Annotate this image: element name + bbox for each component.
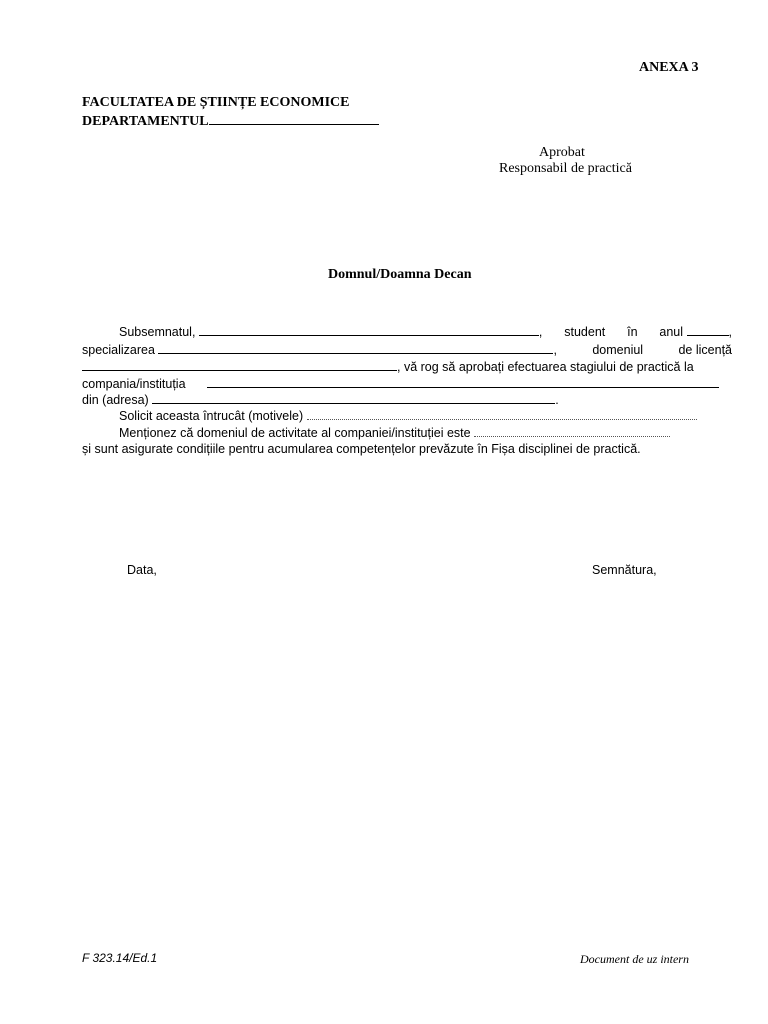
body-line-1: Subsemnatul, , student în anul ,: [119, 325, 732, 339]
subsemnatul-label: Subsemnatul,: [119, 325, 196, 339]
address-label: din (adresa): [82, 393, 149, 407]
licenta-label: de licență: [678, 343, 732, 357]
company-blank[interactable]: [207, 375, 719, 388]
form-code: F 323.14/Ed.1: [82, 951, 158, 965]
activity-label: Menționez că domeniul de activitate al companiei/instituției este: [119, 426, 471, 440]
body-line-8: și sunt asigurate condițiile pentru acumularea competențelor prevăzute în Fișa disciplinei de practică.: [82, 442, 641, 456]
activity-blank[interactable]: [474, 425, 670, 437]
name-blank[interactable]: [199, 323, 539, 336]
specialization-blank[interactable]: [158, 341, 553, 354]
body-line-2: specializarea , domeniul de licență: [82, 343, 732, 357]
approval-responsible: Responsabil de practică: [499, 161, 632, 176]
department-blank[interactable]: [209, 112, 379, 125]
reasons-blank[interactable]: [307, 408, 697, 420]
request-text: , vă rog să aprobați efectuarea stagiului de practică la: [397, 360, 694, 374]
faculty-title: FACULTATEA DE ȘTIINȚE ECONOMICE: [82, 95, 350, 110]
student-label: student: [564, 325, 606, 339]
department-line: [82, 112, 379, 130]
body-line-3: [82, 358, 732, 374]
date-label: Data,: [127, 563, 157, 577]
year-blank[interactable]: [687, 323, 729, 336]
anul-label: anul: [659, 325, 684, 339]
internal-document-label: Document de uz intern: [580, 952, 689, 966]
domeniul-label: domeniul: [592, 343, 644, 357]
signature-label: Semnătura,: [592, 563, 657, 577]
specializare-label: specializarea: [82, 343, 155, 357]
reasons-label: Solicit aceasta întrucât (motivele): [119, 409, 304, 423]
body-line-7: [82, 425, 732, 440]
addressee: Domnul/Doamna Decan: [328, 267, 472, 282]
license-domain-blank[interactable]: [82, 358, 397, 371]
in-label: în: [627, 325, 638, 339]
company-label: compania/instituția: [82, 377, 186, 391]
body-line-5: din (adresa) .: [82, 393, 559, 407]
body-line-6: [82, 408, 732, 423]
address-blank[interactable]: [152, 391, 555, 404]
comma: ,: [538, 325, 543, 339]
department-label: DEPARTAMENTUL: [82, 114, 209, 129]
approval-title: Aprobat: [539, 145, 585, 160]
annex-label: ANEXA 3: [639, 60, 699, 75]
body-line-4: [82, 375, 732, 391]
